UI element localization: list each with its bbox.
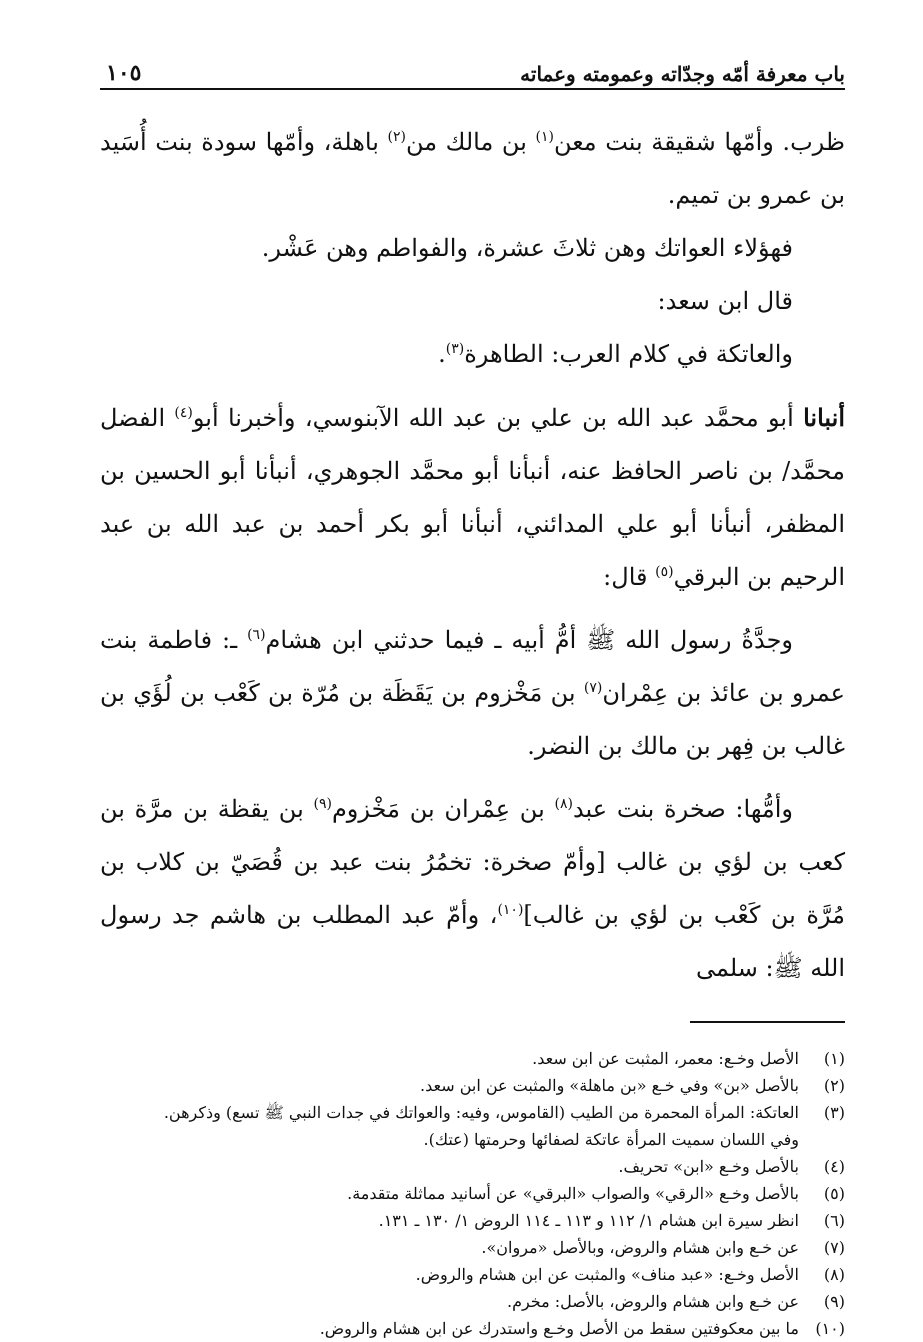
footnote-text: ما بين معكوفتين سقط من الأصل وخـع واستدرك عن ابن هشام والروض. (319, 1319, 799, 1338)
page-header (100, 52, 845, 90)
footnote-item (100, 1153, 845, 1180)
running-title: باب معرفة أمّه وجدّاته وعمومته وعماته (520, 62, 845, 86)
footnote-ref[interactable]: (١) (535, 129, 554, 145)
footnote-ref[interactable]: (٨) (554, 796, 573, 812)
footnote-ref[interactable]: (٤) (174, 405, 193, 421)
footnote-number: (٨) (823, 1265, 845, 1284)
isnad-lead: أنبانا (803, 403, 845, 432)
footnote-number: (٣) (823, 1103, 845, 1122)
footnote-text: انظر سيرة ابن هشام ١/ ١١٢ و ١١٣ ـ ١١٤ الروض ١/ ١٣٠ ـ ١٣١. (378, 1211, 799, 1230)
footnote-text: العاتكة: المرأة المحمرة من الطيب (القاموس، وفيه: والعواتك في جدات النبي ﷺ تسع) وذكرهن. (163, 1103, 799, 1122)
paragraph-7: وأمُّها: صخرة بنت عبد$^{(٨)}$ بن عِمْران بن مَخْزوم$^{(٩)}$ بن يقظة بن مرَّة بن كعب بن لؤي بن غالب [وأمّ صخرة: تخمُرُ بنت عبد بن قُصَيّ بن كلاب بن مُرَّة بن كَعْب بن لؤي بن غالب]$^{(١٠)}$، وأمّ عبد المطلب بن هاشم جد رسول الله ﷺ: سلمى (100, 795, 846, 982)
footnote-item (100, 1234, 845, 1261)
page (100, 52, 845, 1342)
footnote-number: (١٠) (815, 1319, 845, 1338)
footnotes (100, 1045, 845, 1342)
footnote-ref[interactable]: (٥) (655, 564, 674, 580)
footnote-number: (٤) (823, 1157, 845, 1176)
paragraph-4: والعاتكة في كلام العرب: الطاهرة$^{(٣)}$. (438, 340, 793, 368)
footnote-text: بالأصل «بن» وفي خـع «بن ماهلة» والمثبت عن ابن سعد. (420, 1076, 799, 1095)
footnote-item (100, 1261, 845, 1288)
footnote-ref[interactable]: (٦) (247, 627, 266, 643)
footnote-item (100, 1180, 845, 1207)
paragraph-3: قال ابن سعد: (657, 287, 793, 315)
footnote-text: بالأصل وخـع «الرقي» والصواب «البرقي» عن أسانيد مماثلة متقدمة. (347, 1184, 799, 1203)
paragraph-2: فهؤلاء العواتك وهن ثلاثَ عشرة، والفواطم وهن عَشْر. (261, 234, 793, 262)
body-text (100, 116, 845, 995)
footnote-continuation: وفي اللسان سميت المرأة عاتكة لصفائها وحرمتها (عتك). (423, 1130, 799, 1149)
footnote-text: الأصل وخـع: معمر، المثبت عن ابن سعد. (532, 1049, 799, 1068)
paragraph-5: أنبانا أبو محمَّد عبد الله بن علي بن عبد الله الآبنوسي، وأخبرنا أبو$^{(٤)}$ الفضل محمَّد/ بن ناصر الحافظ عنه، أنبأنا أبو محمَّد الجوهري، أنبأنا أبو الحسين بن المظفر، أنبأنا أبو علي المدائني، أنبأنا أبو بكر أحمد بن عبد الله بن عبد الرحيم بن البرقي$^{(٥)}$ قال: (100, 403, 845, 591)
footnote-text: بالأصل وخـع «ابن» تحريف. (618, 1157, 799, 1176)
footnote-text: الأصل وخـع: «عبد مناف» والمثبت عن ابن هشام والروض. (415, 1265, 799, 1284)
footnote-text: عن خـع وابن هشام والروض، بالأصل: مخرم. (506, 1292, 799, 1311)
footnote-number: (١) (823, 1049, 845, 1068)
footnote-item (100, 1315, 845, 1342)
footnote-number: (٦) (823, 1211, 845, 1230)
footnote-item (100, 1099, 845, 1126)
footnote-item (100, 1288, 845, 1315)
footnote-number: (٧) (823, 1238, 845, 1257)
footnote-number: (٢) (823, 1076, 845, 1095)
footnote-item (100, 1072, 845, 1099)
footnote-number: (٩) (823, 1292, 845, 1311)
footnote-ref[interactable]: (٣) (445, 341, 465, 357)
footnote-item (100, 1207, 845, 1234)
footnote-divider (690, 1021, 845, 1023)
footnote-ref[interactable]: (١٠) (497, 902, 524, 918)
page-number: ١٠٥ (106, 60, 142, 86)
footnote-text: عن خـع وابن هشام والروض، وبالأصل «مروان». (481, 1238, 799, 1257)
footnote-number: (٥) (823, 1184, 845, 1203)
footnote-item (100, 1045, 845, 1072)
paragraph-6: وجدَّةُ رسول الله ﷺ أمُّ أبيه ـ فيما حدثني ابن هشام$^{(٦)}$ ـ: فاطمة بنت عمرو بن عائذ بن عِمْران$^{(٧)}$ بن مَخْزوم بن يَقَظَة بن مُرّة بن كَعْب بن لُؤَي بن غالب بن فِهر بن مالك بن النضر. (100, 626, 845, 760)
footnote-ref[interactable]: (٢) (387, 129, 406, 145)
footnote-ref[interactable]: (٧) (583, 680, 603, 696)
footnote-ref[interactable]: (٩) (313, 796, 332, 812)
paragraph-1: ظرب. وأمّها شقيقة بنت معن$^{(١)}$ بن مالك من$^{(٢)}$ باهلة، وأمّها سودة بنت أُسَيد بن عمرو بن تميم. (100, 128, 846, 209)
